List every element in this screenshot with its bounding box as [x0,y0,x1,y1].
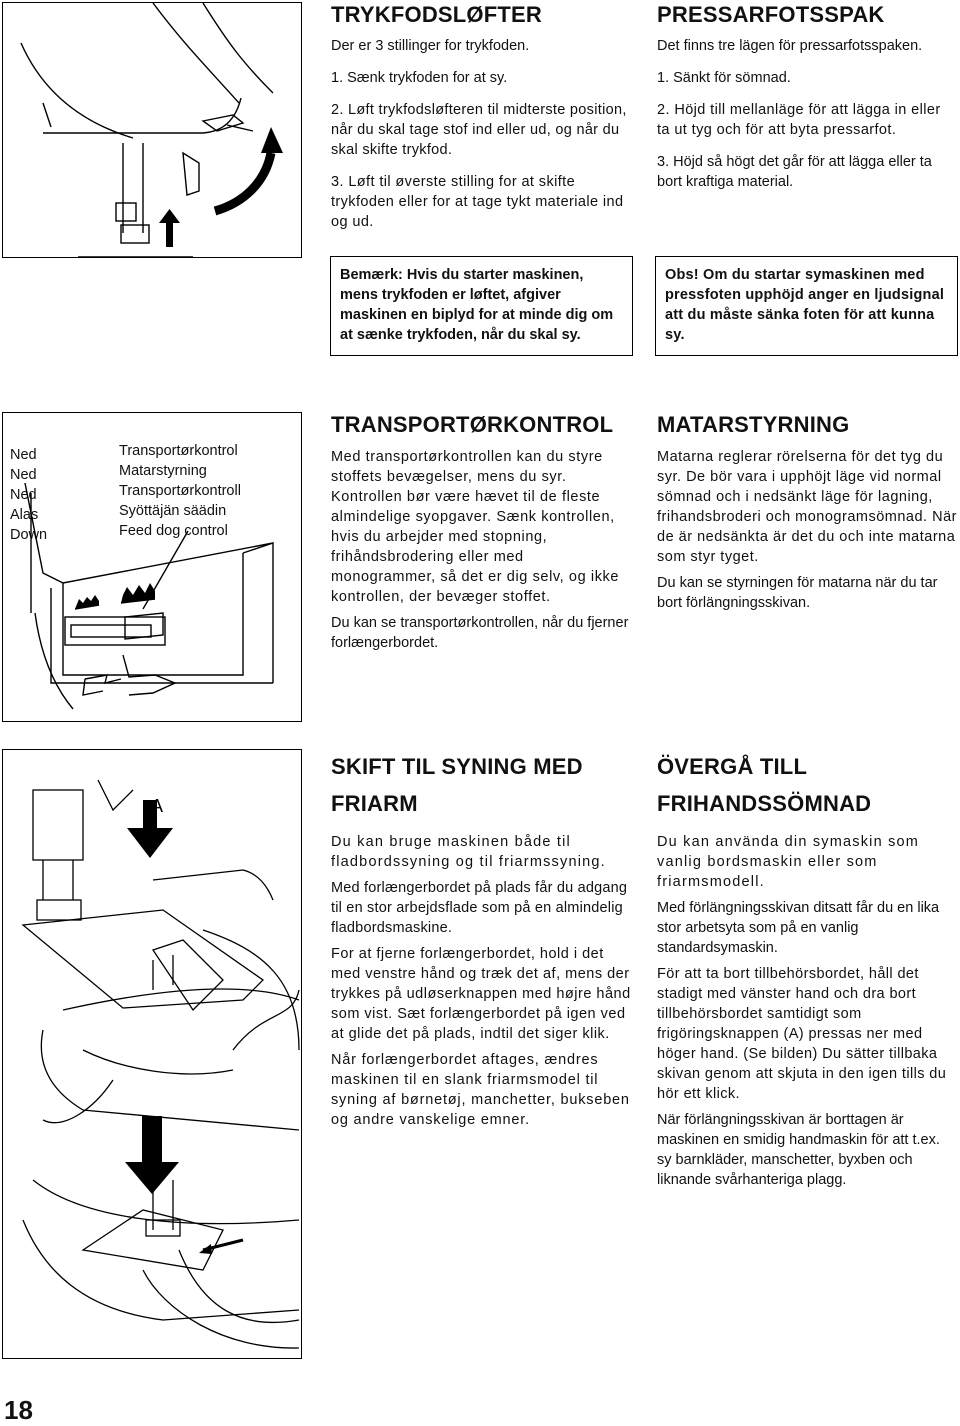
body-text: Med transportørkontrollen kan du styre stoffets bevægelser, mens du syr. Kontrollen bør være hævet til de fleste almindelige syopgaver. Sænk kontrollen, hvis du arbejder med stopning, frihåndsbrodering eller med monogrammer, så det er dig selv, og ikke kontrollen, der bevæger stoffet. [331,449,620,606]
presser-foot-figure [2,2,302,258]
label-ned: Ned [10,467,37,483]
body-text: Du kan se styrningen för matarna när du tar bort förlängningsskivan. [657,575,938,612]
body-text: Når forlængerbordet aftages, ændres maskinen til en slank friarmsmodel til syning af børnetøj, manchetter, bukseben og andre vanskelige emner. [331,1052,630,1128]
free-arm-da-column [331,746,631,1130]
free-arm-figure [2,749,302,1359]
label-ned: Ned [10,487,37,503]
callout-letter-a: A [151,796,164,816]
section-title: TRYKFODSLØFTER [331,2,542,27]
intro-text: Der er 3 stillinger for trykfoden. [331,38,530,55]
section-title: MATARSTYRNING [657,412,850,437]
feed-dog-figure [2,412,302,722]
body-text: Du kan använda din symaskin som vanlig bordsmaskin eller som friarmsmodell. [657,834,920,890]
label-ned: Ned [10,447,37,463]
body-text: Du kan bruge maskinen både til fladbordssyning og til friarmssyning. [331,834,606,870]
body-text: Med förlängningsskivan ditsatt får du en lika stor arbetsyta som på en vanlig standardsymaskin. [657,900,940,956]
label-transportorkontroll: Transportørkontroll [119,483,241,499]
label-feed-dog-control: Feed dog control [119,523,228,539]
feed-dog-illustration [3,413,301,721]
label-transportorkontrol: Transportørkontrol [119,443,238,459]
label-alas: Alas [10,507,39,523]
step-3: 3. Løft til øverste stilling for at skifte trykfoden eller for at tage tykt materiale ind og ud. [331,174,624,231]
step-2: 2. Höjd till mellanläge för att lägga in eller ta ut tyg och för att byta pressarfot. [657,102,941,139]
note-box-da: Bemærk: Hvis du starter maskinen, mens trykfoden er løftet, afgiver maskinen en biplyd for at minde dig om at sænke trykfoden, når du skal sy. [330,256,633,356]
presser-sv-column [657,0,957,192]
body-text: Matarna reglerar rörelserna för det tyg du syr. De bör vara i upphöjt läge vid normal sömnad och i nedsänkt läge för lagning, frihandsbroderi och monogramsömnad. När de är nedsänkta är det du och inte matarna som styr tyget. [657,449,957,566]
step-1: 1. Sænk trykfoden for at sy. [331,70,508,87]
section-title-line2: FRIARM [331,791,418,816]
step-2: 2. Løft trykfodsløfteren til midterste position, når du skal tage stof ind eller ud, og når du skal skifte trykfod. [331,102,627,159]
label-down: Down [10,527,48,543]
body-text: Du kan se transportørkontrollen, når du fjerner forlængerbordet. [331,615,629,652]
section-title: PRESSARFOTSSPAK [657,2,885,27]
feed-dog-sv-column [657,410,957,613]
label-syottajan-saadin: Syöttäjän säädin [119,503,227,519]
page-number: 18 [4,1395,33,1425]
step-1: 1. Sänkt för sömnad. [657,70,791,87]
free-arm-sv-column [657,746,957,1190]
body-text: Med forlængerbordet på plads får du adgang til en stor arbejdsflade som på en almindelig fladbordsmaskine. [331,880,628,936]
section-title-line2: FRIHANDSSÖMNAD [657,791,872,816]
intro-text: Det finns tre lägen för pressarfotsspaken. [657,38,923,55]
free-arm-illustration [3,750,301,1358]
section-title: TRANSPORTØRKONTROL [331,412,614,437]
body-text: For at fjerne forlængerbordet, hold i det med venstre hånd og træk det af, mens der trykkes på udløserknappen med højre hånd som vist. Sæt forlængerbordet på igen ved at glide det på plads, indtil det siger klik. [331,946,631,1042]
feed-dog-da-column [331,410,631,653]
note-box-sv: Obs! Om du startar symaskinen med pressfoten upphöjd anger en ljudsignal att du måste sänka foten för att kunna sy. [655,256,958,356]
body-text: För att ta bort tillbehörsbordet, håll det stadigt med vänster hand och dra bort tillbehörsbordet samtidigt som frigöringsknappen (A) pressas ner med höger hand. (Se bilden) Du sätter tillbaka skivan genom att skjuta in den igen tills du hör ett klick. [657,966,947,1102]
presser-da-column [331,0,631,232]
body-text: När förlängningsskivan är borttagen är maskinen en smidig handmaskin för att t.ex. sy barnkläder, manschetter, byxben och liknande svårhanteriga plagg. [657,1112,940,1188]
presser-foot-illustration [3,3,301,257]
label-matarstyrning: Matarstyrning [119,463,207,479]
step-3: 3. Höjd så högt det går för att lägga eller ta bort kraftiga material. [657,154,932,191]
section-title-line1: SKIFT TIL SYNING MED [331,754,583,779]
section-title-line1: ÖVERGÅ TILL [657,754,808,779]
